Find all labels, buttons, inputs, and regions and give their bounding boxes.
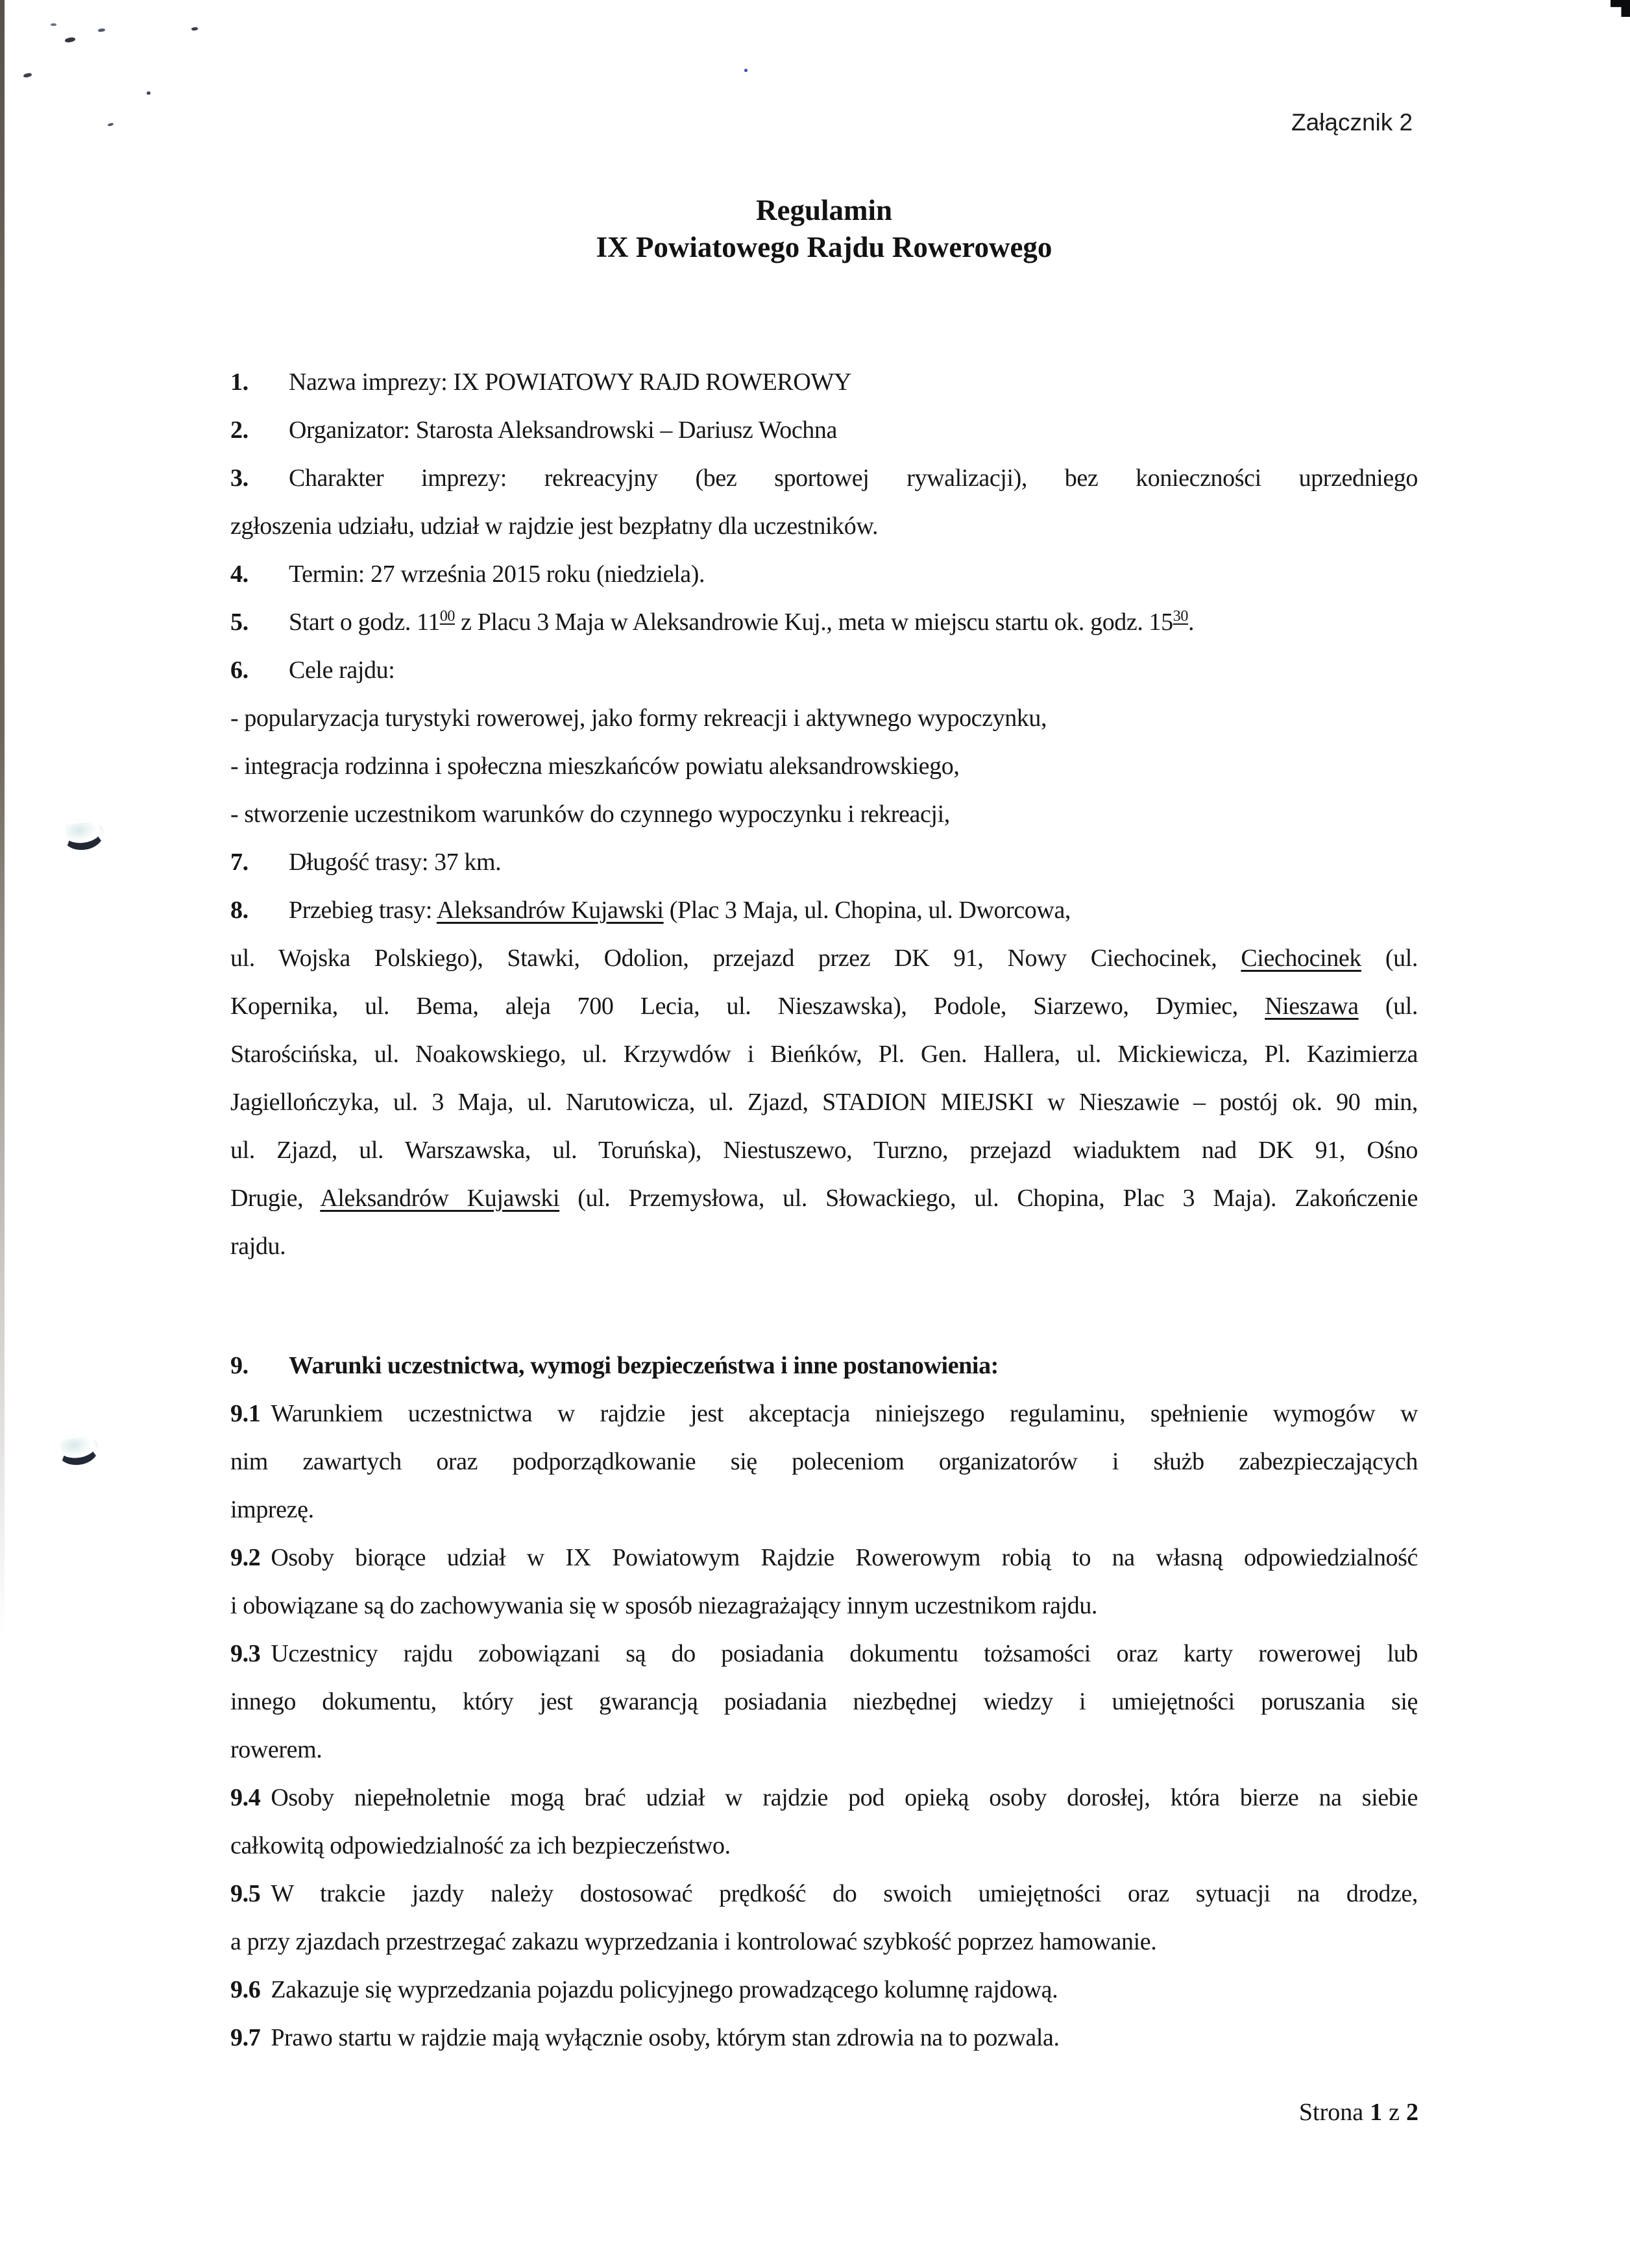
item-3	[230, 454, 1418, 550]
scan-speckle	[65, 37, 76, 43]
text-line	[230, 550, 1418, 598]
text-line	[230, 1774, 1418, 1822]
item-number: 8.	[230, 897, 249, 924]
footer-page-number: 1	[1370, 2099, 1383, 2126]
text-line	[230, 1630, 1418, 1678]
text-segment: rowerem.	[230, 1736, 322, 1763]
text-line	[230, 598, 1418, 646]
text-line	[230, 1582, 1418, 1630]
text-segment: - stworzenie uczestnikom warunków do czynnego wypoczynku i rekreacji,	[230, 801, 950, 828]
item-number: 2.	[230, 416, 249, 444]
text-segment: ul. Wojska Polskiego), Stawki, Odolion, przejazd przez DK 91, Nowy Ciechocinek,	[230, 945, 1241, 972]
footer-total: 2	[1406, 2099, 1418, 2126]
text-line	[230, 1918, 1418, 1966]
text-segment: W trakcie jazdy należy dostosować prędkość do swoich umiejętności oraz sytuacji na drodze,	[271, 1880, 1418, 1907]
text-segment: Starościńska, ul. Noakowskiego, ul. Krzywdów i Bieńków, Pl. Gen. Hallera, ul. Mickiewicza, Pl. Kazimierza	[230, 1041, 1418, 1068]
text-segment: całkowitą odpowiedzialność za ich bezpieczeństwo.	[230, 1832, 731, 1859]
document-content	[230, 0, 1418, 2062]
item-number: 9.4	[230, 1784, 261, 1811]
text-line	[230, 742, 1418, 790]
scan-speckle	[23, 73, 32, 78]
item-number: 6.	[230, 657, 249, 684]
text-segment: innego dokumentu, który jest gwarancją posiadania niezbędnej wiedzy i umiejętności poruszania się	[230, 1688, 1418, 1715]
text-segment: Przebieg trasy:	[289, 897, 437, 924]
text-segment: Zakazuje się wyprzedzania pojazdu policyjnego prowadzącego kolumnę rajdową.	[271, 1976, 1058, 2003]
item-number: 9.1	[230, 1400, 261, 1427]
text-segment: zgłoszenia udziału, udział w rajdzie jest bezpłatny dla uczestników.	[230, 513, 879, 540]
text-segment: Start o godz. 11	[289, 609, 440, 636]
scan-speckle	[191, 27, 198, 30]
goal-3	[230, 790, 1418, 838]
footer-of: z	[1389, 2099, 1400, 2126]
text-segment: Osoby niepełnoletnie mogą brać udział w rajdzie pod opieką osoby dorosłej, która bierze na siebie	[271, 1784, 1418, 1811]
underlined-text: Ciechocinek	[1241, 945, 1361, 972]
scan-artifact-crescent-1	[60, 816, 106, 852]
item-number: 9.6	[230, 1976, 261, 2003]
item-9-3	[230, 1630, 1418, 1774]
text-segment: imprezę.	[230, 1496, 314, 1523]
text-segment: .	[1187, 609, 1195, 636]
text-line	[230, 1822, 1418, 1870]
text-line	[230, 1534, 1418, 1582]
text-line	[230, 1486, 1418, 1534]
item-number: 9.	[230, 1352, 249, 1379]
goal-1	[230, 694, 1418, 742]
underlined-text: Aleksandrów Kujawski	[320, 1185, 560, 1212]
text-line	[230, 2014, 1418, 2062]
text-segment: Termin: 27 września 2015 roku (niedziela).	[289, 561, 705, 588]
text-line	[230, 1078, 1418, 1126]
text-segment: ul. Zjazd, ul. Warszawska, ul. Toruńska), Niestuszewo, Turzno, przejazd wiaduktem nad DK 91, Ośno	[230, 1137, 1418, 1164]
item-5	[230, 598, 1418, 646]
item-9-2	[230, 1534, 1418, 1630]
text-line	[230, 1126, 1418, 1174]
item-number: 3.	[230, 464, 249, 492]
text-line	[230, 790, 1418, 838]
text-segment: Warunki uczestnictwa, wymogi bezpieczeństwa i inne postanowienia:	[289, 1352, 999, 1379]
underlined-text: 00	[439, 608, 456, 625]
text-line	[230, 406, 1418, 454]
item-number: 7.	[230, 849, 249, 876]
text-line	[230, 1678, 1418, 1726]
scan-speckle	[98, 28, 106, 32]
text-segment: Cele rajdu:	[289, 657, 395, 684]
item-number: 9.3	[230, 1640, 261, 1667]
item-8	[230, 886, 1418, 1270]
text-segment: nim zawartych oraz podporządkowanie się poleceniom organizatorów i służb zabezpieczających	[230, 1448, 1418, 1475]
text-segment: Uczestnicy rajdu zobowiązani są do posiadania dokumentu tożsamości oraz karty rowerowej lub	[271, 1640, 1418, 1667]
underlined-text: Aleksandrów Kujawski	[436, 897, 664, 924]
text-line	[230, 1030, 1418, 1078]
text-line	[230, 886, 1418, 934]
text-line	[230, 838, 1418, 886]
text-line	[230, 1438, 1418, 1486]
scan-corner-artifact	[1611, 0, 1630, 17]
text-segment: i obowiązane są do zachowywania się w sposób niezagrażający innym uczestnikom rajdu.	[230, 1592, 1098, 1619]
item-6	[230, 646, 1418, 694]
text-line	[230, 1726, 1418, 1774]
text-line	[230, 1342, 1418, 1390]
text-segment: Osoby biorące udział w IX Powiatowym Rajdzie Rowerowym robią to na własną odpowiedzialność	[271, 1544, 1418, 1571]
text-segment: Kopernika, ul. Bema, aleja 700 Lecia, ul. Nieszawska), Podole, Siarzewo, Dymiec,	[230, 993, 1265, 1020]
text-segment: Prawo startu w rajdzie mają wyłącznie osoby, którym stan zdrowia na to pozwala.	[271, 2024, 1060, 2051]
text-segment: Warunkiem uczestnictwa w rajdzie jest akceptacja niniejszego regulaminu, spełnienie wymogów w	[271, 1400, 1418, 1427]
text-line	[230, 454, 1418, 502]
item-4	[230, 550, 1418, 598]
item-9-4	[230, 1774, 1418, 1870]
underlined-text: 30	[1173, 608, 1188, 625]
underlined-text: Nieszawa	[1265, 993, 1359, 1020]
scanner-edge-shadow	[0, 0, 5, 1635]
footer-label: Strona	[1298, 2099, 1364, 2126]
text-line	[230, 982, 1418, 1030]
item-7	[230, 838, 1418, 886]
text-line	[230, 502, 1418, 550]
scan-artifact-crescent-2	[55, 1431, 101, 1467]
document-body	[230, 358, 1418, 2062]
item-9-5	[230, 1870, 1418, 1966]
text-line	[230, 1390, 1418, 1438]
text-segment: Jagiellończyka, ul. 3 Maja, ul. Narutowicza, ul. Zjazd, STADION MIEJSKI w Nieszawie – postój ok. 90 min,	[230, 1089, 1418, 1116]
section-9-heading	[230, 1342, 1418, 1390]
document-title	[230, 192, 1418, 266]
text-segment: Drugie,	[230, 1185, 321, 1212]
text-segment: (ul.	[1361, 945, 1418, 972]
text-segment: (Plac 3 Maja, ul. Chopina, ul. Dworcowa,	[663, 897, 1071, 924]
text-line	[230, 1174, 1418, 1222]
text-line	[230, 1870, 1418, 1918]
text-line	[230, 1966, 1418, 2014]
text-segment: Nazwa imprezy: IX POWIATOWY RAJD ROWEROWY	[289, 368, 851, 396]
text-line	[230, 934, 1418, 982]
text-segment: Długość trasy: 37 km.	[289, 849, 502, 876]
goal-2	[230, 742, 1418, 790]
scan-speckle	[147, 91, 151, 95]
item-2	[230, 406, 1418, 454]
text-line	[230, 358, 1418, 406]
item-number: 4.	[230, 561, 249, 588]
attachment-label: Załącznik 2	[1291, 109, 1413, 136]
text-segment: Organizator: Starosta Aleksandrowski – Dariusz Wochna	[289, 416, 837, 444]
item-number: 9.5	[230, 1880, 261, 1907]
item-number: 9.2	[230, 1544, 261, 1571]
item-9-7	[230, 2014, 1418, 2062]
item-number: 5.	[230, 609, 249, 636]
text-segment: (ul. Przemysłowa, ul. Słowackiego, ul. Chopina, Plac 3 Maja). Zakończenie	[559, 1185, 1418, 1212]
text-line	[230, 1222, 1418, 1270]
item-9-1	[230, 1390, 1418, 1534]
item-1	[230, 358, 1418, 406]
text-segment: a przy zjazdach przestrzegać zakazu wyprzedzania i kontrolować szybkość poprzez hamowanie.	[230, 1928, 1157, 1955]
text-segment: rajdu.	[230, 1233, 286, 1260]
item-9-6	[230, 1966, 1418, 2014]
item-number: 1.	[230, 368, 249, 396]
text-segment: - popularyzacja turystyki rowerowej, jako formy rekreacji i aktywnego wypoczynku,	[230, 705, 1047, 732]
text-segment: Charakter imprezy: rekreacyjny (bez sportowej rywalizacji), bez konieczności uprzedniego	[289, 464, 1418, 492]
title-line-2: IX Powiatowego Rajdu Rowerowego	[596, 231, 1052, 263]
item-number: 9.7	[230, 2024, 261, 2051]
scan-speckle	[51, 23, 56, 26]
text-segment: (ul.	[1358, 993, 1418, 1020]
title-line-1: Regulamin	[755, 194, 892, 226]
text-line	[230, 646, 1418, 694]
scan-speckle	[108, 123, 114, 127]
page-footer	[1299, 2098, 1418, 2127]
text-line	[230, 694, 1418, 742]
text-segment: - integracja rodzinna i społeczna mieszkańców powiatu aleksandrowskiego,	[230, 753, 960, 780]
text-segment: z Placu 3 Maja w Aleksandrowie Kuj., meta w miejscu startu ok. godz. 15	[455, 609, 1173, 636]
